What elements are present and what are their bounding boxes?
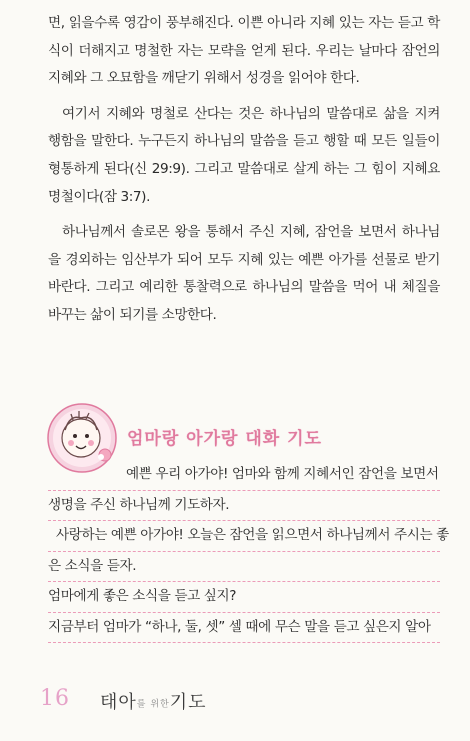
prayer-lines [48, 460, 449, 643]
prayer-line: 엄마에게 좋은 소식을 듣고 싶지? [48, 582, 440, 613]
page-footer [40, 686, 340, 726]
prayer-line: 지금부터 엄마가 “하나, 둘, 셋” 셀 때에 무슨 말을 듣고 싶은지 알아 [48, 613, 440, 644]
prayer-line: 은 소식을 듣자. [48, 552, 440, 583]
book-title-small: 를 위한 [136, 699, 170, 710]
paragraph: 면, 읽을수록 영감이 풍부해진다. 이쁜 아니라 지혜 있는 자는 듣고 학식이 더해지고 명철한 자는 모략을 얻게 된다. 우리는 날마다 잠언의 지혜와 그 오묘함을 깨닫기 위해서 성경을 읽어야 한다. [48, 15, 440, 87]
prayer-line: 예쁜 우리 아가야! 엄마와 함께 지혜서인 잠언을 보면서 [48, 460, 440, 491]
book-title [100, 688, 207, 714]
book-title-part1: 태아 [100, 692, 137, 713]
body-text [48, 10, 440, 338]
prayer-line: 생명을 주신 하나님께 기도하자. [48, 491, 440, 522]
page-number: 16 [40, 686, 70, 711]
prayer-line: 사랑하는 예쁜 아가야! 오늘은 잠언을 읽으면서 하나님께서 주시는 좋 [48, 521, 440, 552]
prayer-title: 엄마랑 아가랑 대화 기도 [127, 429, 322, 449]
book-title-part2: 기도 [169, 692, 207, 713]
paragraph: 하나님께서 솔로몬 왕을 통해서 주신 지혜, 잠언을 보면서 하나님을 경외하는 임산부가 되어 모두 지혜 있는 예쁜 아가를 선물로 받기 바란다. 그리고 예리한 통찰력으로 하나님의 말씀을 먹어 내 체질을 바꾸는 삶이 되기를 소망한다. [48, 224, 440, 323]
paragraph: 여기서 지혜와 명철로 산다는 것은 하나님의 말씀대로 삶을 지켜 행함을 말한다. 누구든지 하나님의 말씀을 듣고 행할 때 모든 일들이 형통하게 된다(신 29:9). 그리고 말씀대로 살게 하는 그 힘이 지혜요 명철이다(잠 3:7). [48, 105, 440, 205]
